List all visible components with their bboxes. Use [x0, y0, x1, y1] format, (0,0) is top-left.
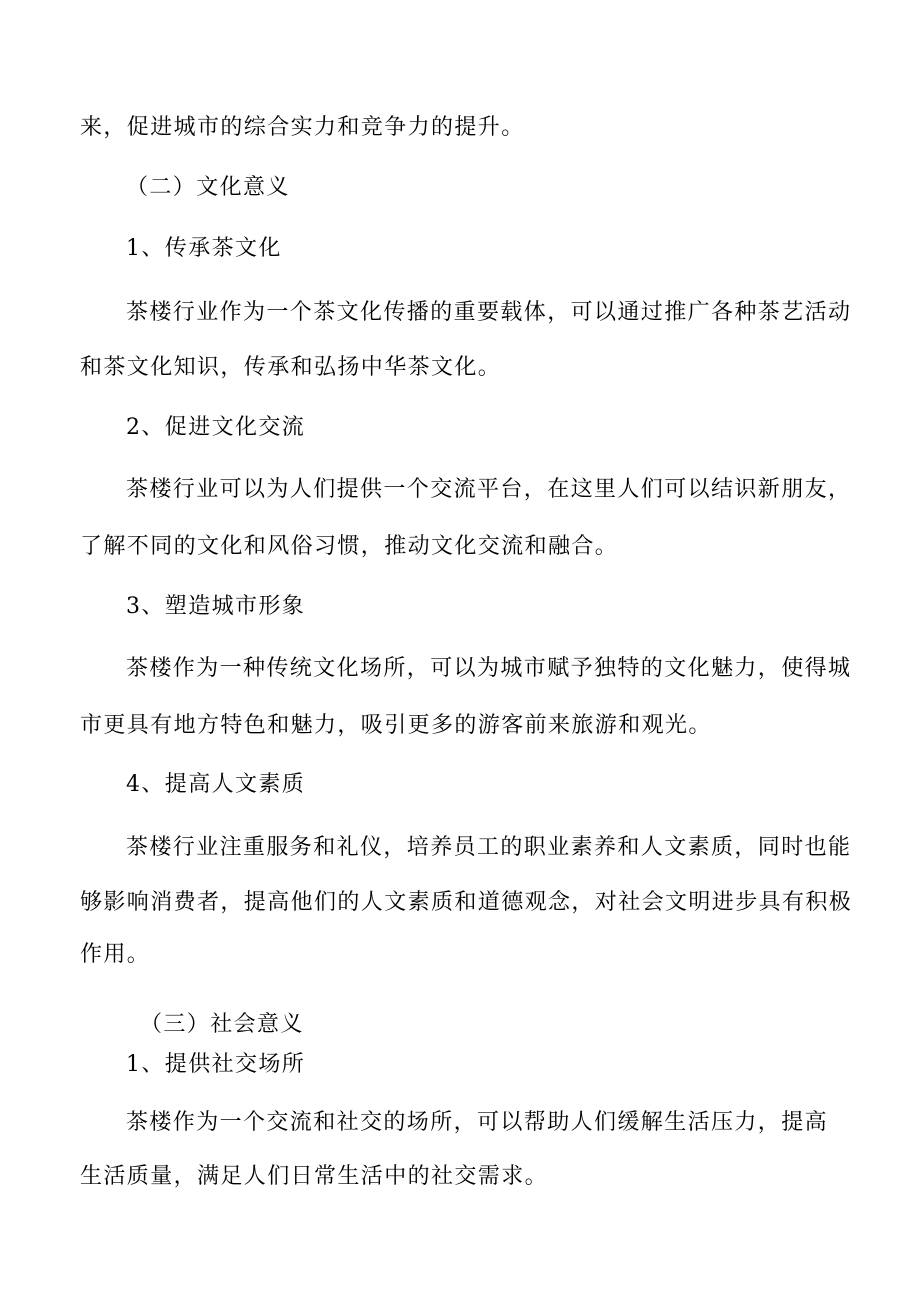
paragraph-line: 茶楼作为一个交流和社交的场所，可以帮助人们缓解生活压力，提高	[126, 1110, 829, 1135]
paragraph-line: 了解不同的文化和风俗习惯，推动文化交流和融合。	[80, 534, 619, 559]
subheading-social-venue: 1、提供社交场所	[126, 1052, 306, 1077]
paragraph-line: 够影响消费者，提高他们的人文素质和道德观念，对社会文明进步具有积极	[80, 890, 853, 915]
paragraph-line: 市更具有地方特色和魅力，吸引更多的游客前来旅游和观光。	[80, 713, 712, 738]
paragraph-line: 作用。	[80, 942, 151, 967]
subheading-city-image: 3、塑造城市形象	[126, 594, 306, 619]
paragraph-line: 生活质量，满足人们日常生活中的社交需求。	[80, 1164, 549, 1189]
subheading-cultural-exchange: 2、促进文化交流	[126, 415, 306, 440]
section-heading-social: （三）社会意义	[140, 1012, 304, 1037]
paragraph-line: 和茶文化知识，传承和弘扬中华茶文化。	[80, 355, 502, 380]
paragraph-line: 茶楼行业可以为人们提供一个交流平台，在这里人们可以结识新朋友，	[126, 477, 852, 502]
section-heading-culture: （二）文化意义	[126, 175, 290, 200]
paragraph-line: 茶楼行业注重服务和礼仪，培养员工的职业素养和人文素质，同时也能	[126, 835, 852, 860]
subheading-humanistic-quality: 4、提高人文素质	[126, 772, 306, 797]
paragraph-line-continuation: 来，促进城市的综合实力和竞争力的提升。	[80, 115, 525, 140]
paragraph-line: 茶楼作为一种传统文化场所，可以为城市赋予独特的文化魅力，使得城	[126, 656, 852, 681]
subheading-inherit-tea-culture: 1、传承茶文化	[126, 236, 282, 261]
paragraph-line: 茶楼行业作为一个茶文化传播的重要载体，可以通过推广各种茶艺活动	[126, 300, 852, 325]
